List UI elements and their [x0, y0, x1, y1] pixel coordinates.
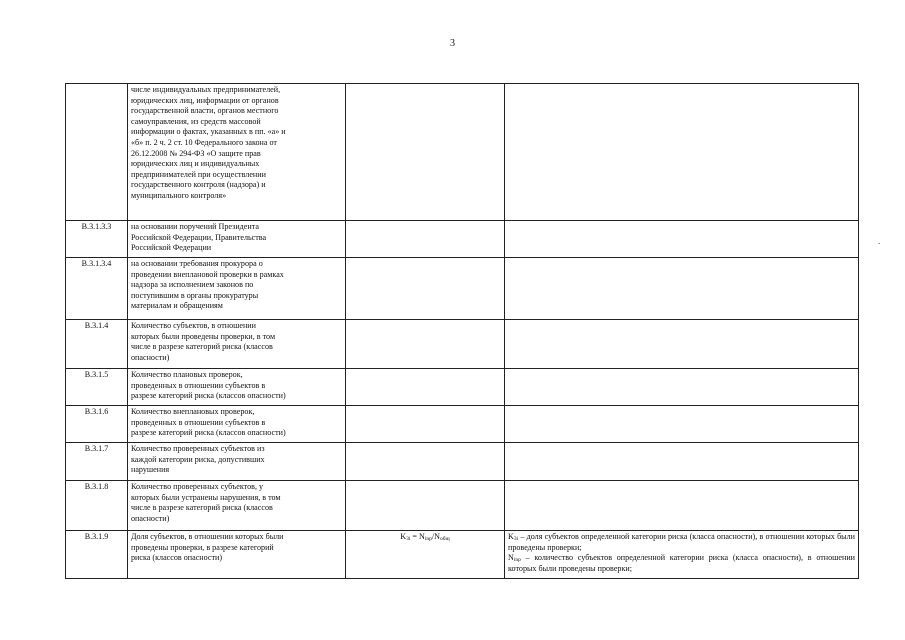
formula-subscript: inp: [424, 536, 432, 542]
formula-symbol: K: [400, 532, 407, 541]
row-formula: [346, 221, 505, 258]
row-notes: [505, 406, 859, 443]
description-line: Российской Федерации: [131, 243, 212, 253]
description-line: числе в разрезе категорий риска (классов: [131, 503, 273, 513]
row-notes: [505, 443, 859, 481]
row-code: В.3.1.3.3: [66, 221, 128, 258]
row-description: [128, 531, 346, 579]
description-line: проведены проверки, в разрезе категорий: [131, 542, 274, 552]
row-notes: [505, 258, 859, 320]
description-line: Количество проверенных субъектов, у: [131, 482, 264, 491]
description-line: на основании поручений Президента: [131, 222, 259, 231]
description-line: которых были проведены проверки, в том: [131, 331, 276, 341]
description-line: проведении внеплановой проверки в рамках: [131, 269, 284, 279]
description-line: муниципального контроля»: [131, 190, 227, 200]
description-line: Российской Федерации, Правительства: [131, 232, 267, 242]
description-line: государственного контроля (надзора) и: [131, 180, 266, 190]
description-line: каждой категории риска, допустивших: [131, 454, 265, 464]
table-row: [66, 221, 859, 258]
row-formula: [346, 406, 505, 443]
row-description: [128, 320, 346, 369]
page-number: 3: [450, 38, 455, 49]
table-row: [66, 443, 859, 481]
formula-symbol: /N: [431, 532, 440, 541]
note-symbol: K: [508, 532, 514, 541]
row-description: [128, 406, 346, 443]
row-code: В.3.1.5: [66, 369, 128, 406]
table-row: [66, 481, 859, 531]
table-row: [66, 406, 859, 443]
row-code: В.3.1.7: [66, 443, 128, 481]
table-row: [66, 531, 859, 579]
row-description: [128, 481, 346, 531]
formula: [400, 532, 450, 541]
row-code: В.3.1.4: [66, 320, 128, 369]
row-formula: [346, 443, 505, 481]
row-code: В.3.1.6: [66, 406, 128, 443]
row-description: [128, 221, 346, 258]
table-row: [66, 369, 859, 406]
row-notes: [505, 481, 859, 531]
note-text: – доля субъектов определенной категории риска (класса опасности), в отношении которых были проведены проверки;: [508, 532, 855, 552]
formula-subscript: 3i: [406, 536, 411, 542]
row-code: В.3.1.3.4: [66, 258, 128, 320]
description-line: юридических лиц, информации от органов: [131, 95, 279, 105]
row-code: [66, 84, 128, 221]
description-line: информации о фактах, указанных в пп. «а» и: [131, 127, 286, 137]
description-line: предпринимателей при осуществлении: [131, 169, 266, 179]
row-description: [128, 443, 346, 481]
note-subscript: 3i: [513, 536, 519, 542]
row-formula: [346, 481, 505, 531]
table-row: [66, 84, 859, 221]
note-line: [508, 532, 855, 553]
description-line: разрезе категорий риска (классов опасности): [131, 391, 286, 401]
row-formula: [346, 84, 505, 221]
description-line: Доля субъектов, в отношении которых были: [131, 532, 284, 541]
formula-subscript: общ: [439, 536, 450, 542]
note-line: [508, 553, 855, 574]
row-description: [128, 369, 346, 406]
table-row: [66, 258, 859, 320]
stray-mark: .: [878, 236, 881, 246]
row-code: В.3.1.9: [66, 531, 128, 579]
description-line: проведенных в отношении субъектов в: [131, 380, 266, 390]
description-line: опасности): [131, 513, 170, 523]
description-line: государственной власти, органов местного: [131, 106, 279, 116]
description-line: риска (классов опасности): [131, 553, 223, 563]
description-line: опасности): [131, 352, 170, 362]
row-notes: [505, 320, 859, 369]
indicators-table: [65, 83, 859, 579]
row-description: [128, 84, 346, 221]
description-line: поступившим в органы прокуратуры: [131, 290, 259, 300]
row-formula: [346, 258, 505, 320]
row-notes: [505, 221, 859, 258]
description-line: Количество проверенных субъектов из: [131, 444, 265, 453]
row-notes: [505, 369, 859, 406]
table-row: [66, 320, 859, 369]
formula-symbol: = N: [410, 532, 425, 541]
description-line: Количество субъектов, в отношении: [131, 321, 256, 330]
description-line: которых были устранены нарушения, в том: [131, 492, 281, 502]
row-formula: [346, 531, 505, 579]
note-subscript: inp: [513, 557, 521, 564]
description-line: числе в разрезе категорий риска (классов: [131, 342, 273, 352]
row-notes: [505, 84, 859, 221]
description-line: самоуправления, из средств массовой: [131, 116, 261, 126]
description-line: 26.12.2008 № 294-ФЗ «О защите прав: [131, 148, 261, 158]
row-formula: [346, 320, 505, 369]
note-text: – количество субъектов определенной категории риска (класса опасности), в отношении которых были проведены проверки;: [508, 553, 855, 573]
description-line: числе индивидуальных предпринимателей,: [131, 85, 281, 94]
note-symbol: N: [508, 553, 514, 563]
row-description: [128, 258, 346, 320]
description-line: юридических лиц и индивидуальных: [131, 159, 260, 169]
description-line: Количество плановых проверок,: [131, 370, 243, 379]
description-line: проведенных в отношении субъектов в: [131, 417, 266, 427]
description-line: материалам и обращениям: [131, 301, 223, 311]
description-line: нарушения: [131, 465, 170, 475]
description-line: «б» п. 2 ч. 2 ст. 10 Федерального закона от: [131, 137, 277, 147]
row-notes: [505, 531, 859, 579]
description-line: разрезе категорий риска (классов опасности): [131, 428, 286, 438]
description-line: Количество внеплановых проверок,: [131, 407, 255, 416]
description-line: на основании требования прокурора о: [131, 259, 263, 268]
description-line: надзора за исполнением законов по: [131, 280, 254, 290]
row-code: В.3.1.8: [66, 481, 128, 531]
row-formula: [346, 369, 505, 406]
